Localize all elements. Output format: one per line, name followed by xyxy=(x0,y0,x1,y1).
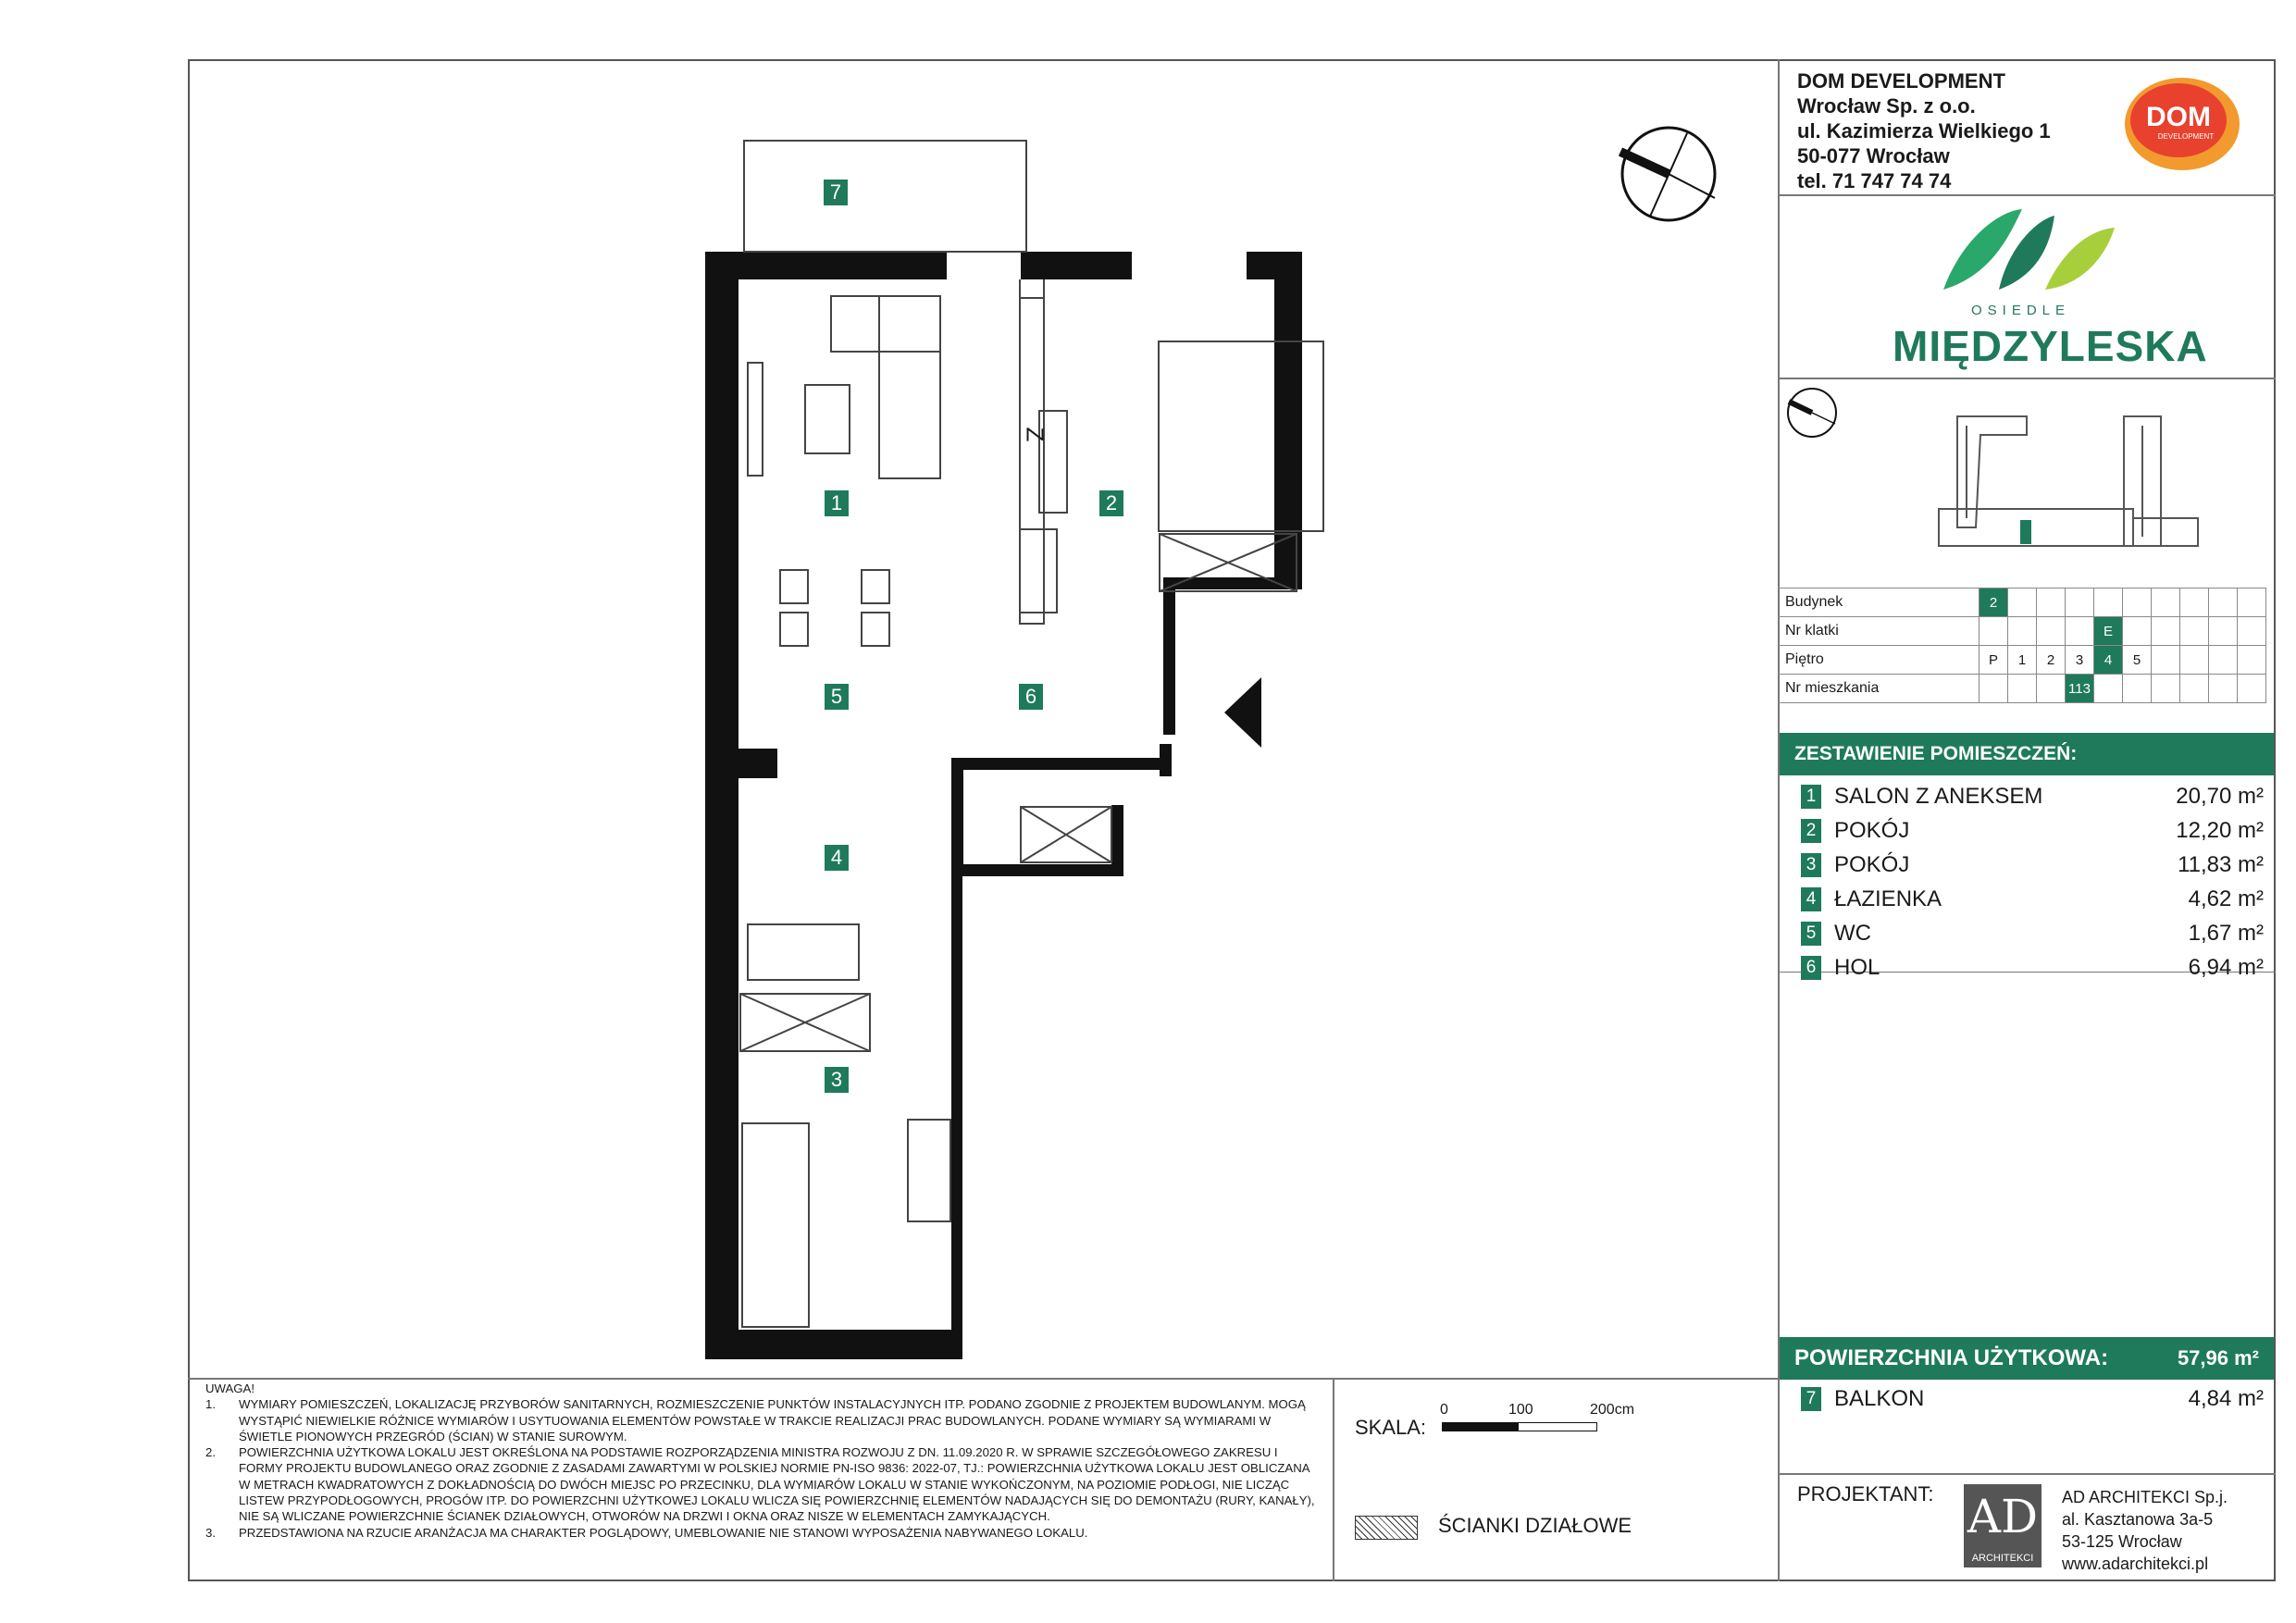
ad-logo-sub: ARCHITEKCI xyxy=(1971,1553,2034,1564)
room-name: HOL xyxy=(1834,955,1880,980)
scale-divider xyxy=(1333,1378,1334,1581)
company-street: ul. Kazimierza Wielkiego 1 xyxy=(1797,119,2051,142)
ad-architekci-logo xyxy=(1964,1484,2042,1567)
balcony-name: BALKON xyxy=(1834,1386,1925,1411)
room-number: 2 xyxy=(1801,819,1821,843)
rooms-list xyxy=(1801,779,2264,985)
room-row xyxy=(1801,848,2264,882)
entrance-arrow-icon xyxy=(1224,677,1261,748)
room-row xyxy=(1801,950,2264,985)
note-number: 1. xyxy=(205,1397,216,1412)
note-text: POWIERZCHNIA UŻYTKOWA LOKALU JEST OKREŚLONA NA PODSTAWIE ROZPORZĄDZENIA MINISTRA ROZWOJU Z DN. 11.09.2020 R. W SPRAWIE SZCZEGÓŁOWEGO ZAKRESU I FORMY PROJEKTU BUDOWLANEGO ORAZ ZGODNIE Z ZASADAMI ZAWARTYMI W POLSKIEJ NORMIE PN-ISO 9836: 2022-07, TJ.: POWIERZCHNIA UŻYTKOWA LOKALU JEST OBLICZANA W METRACH KWADRATOWYCH Z DOKŁADNOŚCIĄ DO DWÓCH MIEJSC PO PRZECINKU, DLA WYMIARÓW LOKALU W STANIE WYKOŃCZONYM, NA POZIOMIE PODŁOGI, NIE LICZĄC LISTEW PRZYPODŁOGOWYCH, PROGÓW ITP. DO POWIERZCHNI UŻYTKOWEJ LOKALU WLICZA SIĘ POWIERZCHNIĘ ELEMENTÓW NADAJĄCYCH SIĘ DO DEMONTAŻU (RURY, KANAŁY), NIE SĄ WLICZANE POWIERZCHNIE ŚCIANEK DZIAŁOWYCH, OTWORÓW NA DRZWI I OKNA ORAZ NISZE W ELEMENTACH ZAMYKAJĄCYCH. xyxy=(239,1445,1315,1524)
designer-website[interactable]: www.adarchitekci.pl xyxy=(2062,1555,2209,1573)
interior-lines xyxy=(740,141,1323,1327)
header-divider xyxy=(1778,194,2276,196)
ad-logo-text: AD xyxy=(1967,1490,2039,1543)
info-grid-cell xyxy=(2152,646,2180,675)
designer-street: al. Kasztanowa 3a-5 xyxy=(2062,1510,2214,1529)
room-label-3: 3 xyxy=(825,1067,849,1093)
room-area: 4,62 m² xyxy=(2188,886,2264,911)
info-grid-cell xyxy=(2123,675,2152,703)
designer-label: PROJEKTANT: xyxy=(1797,1482,1934,1505)
floor-plan xyxy=(188,59,1780,1378)
info-grid-cell xyxy=(2037,588,2066,617)
room-number: 1 xyxy=(1801,785,1821,809)
info-grid-cell xyxy=(2209,675,2238,703)
room-row xyxy=(1801,779,2264,813)
scale-bar-filled xyxy=(1442,1422,1518,1431)
info-grid-cell xyxy=(2238,646,2266,675)
notes xyxy=(205,1381,1316,1541)
kitchen-label: Z xyxy=(1021,427,1049,442)
info-grid-cell xyxy=(2180,646,2209,675)
info-grid-cell xyxy=(2123,617,2152,646)
info-grid-row xyxy=(1778,617,2266,646)
room-area: 12,20 m² xyxy=(2176,818,2264,843)
balcony-row xyxy=(1801,1382,2264,1416)
compass-main xyxy=(1620,128,1715,220)
balcony-divider xyxy=(1778,1473,2276,1475)
info-grid-row xyxy=(1778,646,2266,675)
company-branch: Wrocław Sp. z o.o. xyxy=(1797,94,1976,118)
info-grid-cell xyxy=(2238,675,2266,703)
partition-wall-legend: ŚCIANKI DZIAŁOWE xyxy=(1438,1514,1632,1537)
info-grid-cell xyxy=(1980,617,2008,646)
info-grid-cell: 2 xyxy=(1980,588,2008,617)
room-name: SALON Z ANEKSEM xyxy=(1834,784,2043,809)
info-grid-row xyxy=(1778,675,2266,703)
info-grid-cell xyxy=(2066,588,2094,617)
room-label-7: 7 xyxy=(824,180,848,205)
minimap-buildings xyxy=(1939,416,2198,546)
usable-area-bar xyxy=(1780,1337,2274,1380)
unit-info-grid xyxy=(1778,588,2266,703)
info-grid-cell xyxy=(2066,617,2094,646)
info-grid-label: Budynek xyxy=(1778,588,1980,617)
info-grid-cell: 2 xyxy=(2037,646,2066,675)
balcony-number: 7 xyxy=(1801,1387,1821,1411)
info-grid-cell: P xyxy=(1980,646,2008,675)
info-grid-cell xyxy=(2209,646,2238,675)
note-item xyxy=(205,1525,1316,1541)
room-number: 3 xyxy=(1801,853,1821,877)
info-grid-cell: 3 xyxy=(2066,646,2094,675)
floor-plan-drawing xyxy=(188,59,1780,1378)
room-row xyxy=(1801,813,2264,848)
scale-tick-200: 200cm xyxy=(1590,1402,1635,1418)
room-name: ŁAZIENKA xyxy=(1834,886,1942,911)
info-grid-cell xyxy=(2094,588,2123,617)
room-label-5: 5 xyxy=(825,684,849,710)
info-grid-cell xyxy=(2037,617,2066,646)
company-phone: tel. 71 747 74 74 xyxy=(1797,169,1952,192)
rooms-summary-title: ZESTAWIENIE POMIESZCZEŃ: xyxy=(1780,733,2274,775)
note-item xyxy=(205,1444,1316,1524)
info-grid-cell xyxy=(2209,588,2238,617)
scale-bar-empty xyxy=(1518,1422,1597,1431)
info-grid-cell xyxy=(2152,675,2180,703)
scale-tick-100: 100 xyxy=(1508,1402,1533,1418)
info-grid-cell xyxy=(2180,617,2209,646)
estate-leaf-icon xyxy=(1934,202,2119,294)
info-grid-cell: 5 xyxy=(2123,646,2152,675)
room-number: 4 xyxy=(1801,887,1821,911)
info-grid-cell xyxy=(2008,588,2037,617)
dom-logo-text: DOM xyxy=(2146,102,2211,132)
notes-title: UWAGA! xyxy=(205,1381,254,1395)
scale-bar xyxy=(1440,1402,1644,1457)
room-area: 11,83 m² xyxy=(2178,852,2264,877)
room-label-2: 2 xyxy=(1099,490,1123,516)
info-grid-cell xyxy=(2094,675,2123,703)
info-grid-cell xyxy=(1980,675,2008,703)
estate-name: MIĘDZYLESKA xyxy=(1893,322,2208,370)
info-grid-label: Nr klatki xyxy=(1778,617,1980,646)
usable-area-label: POWIERZCHNIA UŻYTKOWA: xyxy=(1794,1345,2109,1370)
minimap-compass-icon xyxy=(1788,389,1836,437)
note-text: PRZEDSTAWIONA NA RZUCIE ARANŻACJA MA CHARAKTER POGLĄDOWY, UMEBLOWANIE NIE STANOWI WYPOSAŻENIA NABYWANEGO LOKALU. xyxy=(239,1525,1088,1540)
info-grid-label: Nr mieszkania xyxy=(1778,675,1980,703)
room-area: 6,94 m² xyxy=(2188,955,2264,980)
note-number: 2. xyxy=(205,1445,216,1460)
info-grid-cell: 1 xyxy=(2008,646,2037,675)
info-grid-cell xyxy=(2008,617,2037,646)
note-text: WYMIARY POMIESZCZEŃ, LOKALIZACJĘ PRZYBORÓW SANITARNYCH, ROZMIESZCZENIE PUNKTÓW INSTALACYJNYCH ITP. PODANO ZGODNIE Z PROJEKTEM BUDOWLANYM. MOGĄ WYSTĄPIĆ NIEWIELKIE RÓŻNICE WYMIARÓW I USYTUOWANIA ELEMENTÓW POWSTAŁE W TRAKCIE REALIZACJI PRAC BUDOWLANYCH. PODANE WYMIARY SĄ WYMIARAMI W ŚWIETLE PIONOWYCH PRZEGRÓD (ŚCIAN) W STANIE SUROWYM. xyxy=(239,1397,1306,1443)
room-row xyxy=(1801,916,2264,950)
room-label-6: 6 xyxy=(1019,684,1043,710)
info-grid-cell: 4 xyxy=(2094,646,2123,675)
dom-development-logo xyxy=(2121,72,2243,174)
company-info xyxy=(1797,68,2051,193)
info-grid-cell xyxy=(2238,617,2266,646)
info-grid-cell xyxy=(2180,588,2209,617)
site-minimap xyxy=(1781,379,2272,583)
minimap-current-unit xyxy=(2020,520,2031,544)
note-item xyxy=(205,1396,1316,1444)
info-grid-cell: 113 xyxy=(2066,675,2094,703)
room-name: POKÓJ xyxy=(1834,852,1910,877)
walls xyxy=(705,252,1302,1359)
info-grid-row xyxy=(1778,588,2266,617)
company-name: DOM DEVELOPMENT xyxy=(1797,69,2005,93)
scale-label: SKALA: xyxy=(1355,1416,1427,1439)
estate-small-label: OSIEDLE xyxy=(1971,303,2071,318)
room-area: 20,70 m² xyxy=(2176,784,2264,809)
room-area: 1,67 m² xyxy=(2188,921,2264,946)
note-number: 3. xyxy=(205,1525,216,1540)
partition-wall-hatch-icon xyxy=(1355,1516,1418,1540)
info-grid-cell xyxy=(2037,675,2066,703)
info-grid-cell xyxy=(2152,617,2180,646)
company-city: 50-077 Wrocław xyxy=(1797,144,1950,167)
info-grid-cell xyxy=(2008,675,2037,703)
balcony-area: 4,84 m² xyxy=(2188,1386,2264,1411)
notes-divider xyxy=(188,1378,1780,1380)
dom-logo-sub: DEVELOPMENT xyxy=(2157,132,2215,141)
info-grid-cell xyxy=(2152,588,2180,617)
designer-city: 53-125 Wrocław xyxy=(2062,1532,2182,1551)
scale-tick-0: 0 xyxy=(1440,1402,1448,1418)
room-label-4: 4 xyxy=(825,845,849,871)
usable-area-value: 57,96 m² xyxy=(2177,1346,2259,1369)
info-grid-cell xyxy=(2180,675,2209,703)
designer-info xyxy=(2062,1486,2228,1575)
room-number: 5 xyxy=(1801,922,1821,946)
room-label-1: 1 xyxy=(825,490,849,516)
info-grid-cell: E xyxy=(2094,617,2123,646)
info-grid-label: Piętro xyxy=(1778,646,1980,675)
room-row xyxy=(1801,882,2264,916)
info-grid-cell xyxy=(2123,588,2152,617)
designer-name: AD ARCHITEKCI Sp.j. xyxy=(2062,1488,2228,1506)
room-name: WC xyxy=(1834,921,1871,946)
room-name: POKÓJ xyxy=(1834,818,1910,843)
info-grid-cell xyxy=(2238,588,2266,617)
room-number: 6 xyxy=(1801,956,1821,980)
info-grid-cell xyxy=(2209,617,2238,646)
